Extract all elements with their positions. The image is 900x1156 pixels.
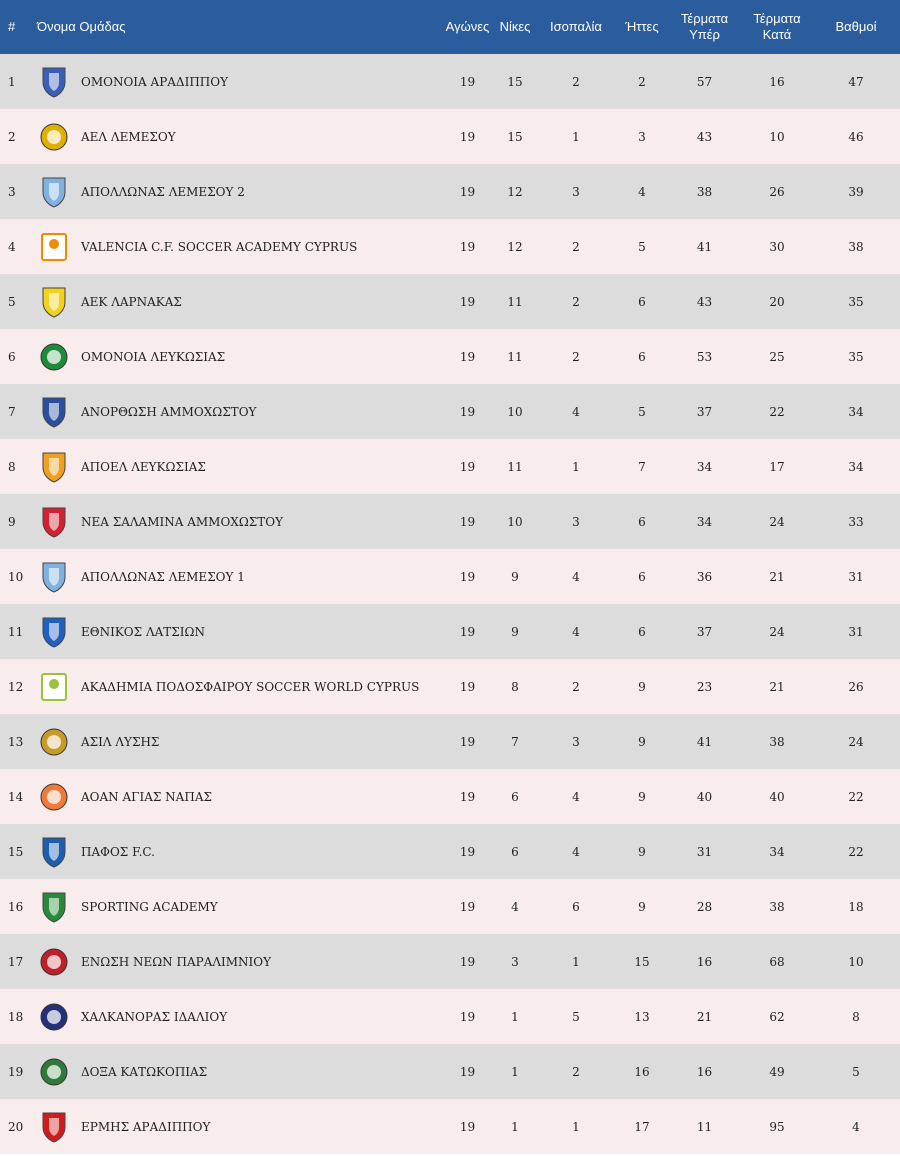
cell-team[interactable] <box>37 659 440 714</box>
shield-icon <box>39 505 69 539</box>
cell-draws: 1 <box>572 1119 580 1134</box>
team-name[interactable]: ΕΝΩΣΗ ΝΕΩΝ ΠΑΡΑΛΙΜΝΙΟΥ <box>81 954 272 969</box>
cell-played: 19 <box>459 954 476 969</box>
cell-played: 19 <box>459 74 476 89</box>
cell-played: 19 <box>459 294 476 309</box>
cell-goals-for: 43 <box>696 129 713 144</box>
cell-losses: 3 <box>638 129 646 144</box>
cell-goals-against: 20 <box>769 294 785 309</box>
cell-losses: 4 <box>638 184 646 199</box>
team-name[interactable]: ΟΜΟΝΟΙΑ ΑΡΑΔΙΠΠΟΥ <box>81 74 229 89</box>
cell-goals-for: 40 <box>696 789 713 804</box>
team-name[interactable]: VALENCIA C.F. SOCCER ACADEMY CYPRUS <box>81 239 358 254</box>
table-row[interactable] <box>0 934 900 989</box>
cell-played: 19 <box>459 569 476 584</box>
team-name[interactable]: ΑΠΟΛΛΩΝΑΣ ΛΕΜΕΣΟΥ 2 <box>81 184 245 199</box>
cell-goals-against: 38 <box>769 734 785 749</box>
team-cell-content <box>37 604 440 659</box>
cell-losses: 9 <box>638 844 646 859</box>
cell-team[interactable] <box>37 1044 440 1099</box>
square-badge-icon <box>39 230 69 264</box>
cell-goals-for: 41 <box>696 734 713 749</box>
header-played: Αγώνες <box>445 19 490 34</box>
team-name[interactable]: ΔΟΞΑ ΚΑΤΩΚΟΠΙΑΣ <box>81 1064 208 1079</box>
team-cell-content <box>37 989 440 1044</box>
header-team-name: Όνομα Ομάδας <box>37 19 126 34</box>
cell-losses: 6 <box>638 514 646 529</box>
cell-team[interactable] <box>37 549 440 604</box>
cell-points: 31 <box>848 569 864 584</box>
cell-points: 35 <box>848 349 864 364</box>
cell-played: 19 <box>459 734 476 749</box>
cell-wins: 11 <box>507 459 523 474</box>
cell-draws: 3 <box>572 514 580 529</box>
cell-team[interactable] <box>37 1099 440 1154</box>
table-row[interactable] <box>0 494 900 549</box>
shield-icon <box>39 615 69 649</box>
team-cell-content <box>37 54 440 109</box>
cell-wins: 4 <box>511 899 519 914</box>
table-row[interactable] <box>0 384 900 439</box>
cell-goals-against: 68 <box>769 954 785 969</box>
cell-team[interactable] <box>37 329 440 384</box>
cell-goals-for: 21 <box>696 1009 713 1024</box>
shield-icon <box>39 560 69 594</box>
cell-team[interactable] <box>37 274 440 329</box>
team-name[interactable]: ΧΑΛΚΑΝΟΡΑΣ ΙΔΑΛΙΟΥ <box>81 1009 228 1024</box>
cell-points: 22 <box>848 844 864 859</box>
shield-icon <box>39 835 69 869</box>
cell-position: 1 <box>8 74 16 89</box>
shield-icon <box>39 890 69 924</box>
header-goals-for-line2: Υπέρ <box>689 27 720 42</box>
table-row[interactable] <box>0 989 900 1044</box>
circle-badge-icon <box>39 945 69 979</box>
cell-points: 31 <box>848 624 864 639</box>
cell-losses: 17 <box>634 1119 650 1134</box>
circle-badge-icon <box>39 725 69 759</box>
table-header-row <box>0 0 900 54</box>
cell-points: 46 <box>848 129 864 144</box>
circle-badge-icon <box>39 1000 69 1034</box>
cell-goals-against: 22 <box>769 404 785 419</box>
team-cell-content <box>37 714 440 769</box>
shield-icon <box>39 175 69 209</box>
cell-points: 34 <box>848 459 864 474</box>
cell-points: 22 <box>848 789 864 804</box>
cell-wins: 8 <box>511 679 519 694</box>
cell-position: 7 <box>8 404 16 419</box>
cell-goals-for: 28 <box>696 899 713 914</box>
table-body <box>0 54 900 1154</box>
cell-position: 15 <box>8 844 24 859</box>
table-row[interactable] <box>0 1099 900 1154</box>
cell-position: 16 <box>8 899 24 914</box>
table-row[interactable] <box>0 329 900 384</box>
team-name[interactable]: ΑΚΑΔΗΜΙΑ ΠΟΔΟΣΦΑΙΡΟΥ SOCCER WORLD CYPRUS <box>81 679 420 694</box>
table-row[interactable] <box>0 164 900 219</box>
cell-goals-against: 34 <box>769 844 785 859</box>
cell-played: 19 <box>459 679 476 694</box>
cell-losses: 9 <box>638 734 646 749</box>
cell-points: 24 <box>848 734 864 749</box>
cell-draws: 4 <box>572 844 580 859</box>
team-cell-content <box>37 439 440 494</box>
shield-icon <box>39 395 69 429</box>
cell-wins: 3 <box>511 954 519 969</box>
cell-draws: 5 <box>572 1009 580 1024</box>
cell-points: 18 <box>848 899 864 914</box>
team-cell-content <box>37 659 440 714</box>
cell-wins: 15 <box>507 129 523 144</box>
cell-position: 4 <box>8 239 16 254</box>
cell-points: 10 <box>848 954 864 969</box>
cell-losses: 15 <box>634 954 650 969</box>
team-cell-content <box>37 1044 440 1099</box>
cell-team[interactable] <box>37 604 440 659</box>
cell-points: 26 <box>848 679 864 694</box>
team-cell-content <box>37 1099 440 1154</box>
cell-draws: 3 <box>572 734 580 749</box>
cell-goals-against: 40 <box>769 789 785 804</box>
circle-badge-icon <box>39 1055 69 1089</box>
cell-position: 8 <box>8 459 16 474</box>
cell-goals-for: 11 <box>696 1119 713 1134</box>
cell-wins: 9 <box>511 624 519 639</box>
cell-team[interactable] <box>37 494 440 549</box>
cell-position: 5 <box>8 294 16 309</box>
cell-points: 35 <box>848 294 864 309</box>
cell-played: 19 <box>459 1064 476 1079</box>
cell-points: 34 <box>848 404 864 419</box>
cell-goals-for: 16 <box>696 954 713 969</box>
cell-points: 33 <box>848 514 864 529</box>
cell-draws: 2 <box>572 349 580 364</box>
cell-position: 18 <box>8 1009 24 1024</box>
cell-draws: 6 <box>572 899 580 914</box>
cell-points: 8 <box>852 1009 860 1024</box>
circle-badge-icon <box>39 120 69 154</box>
team-cell-content <box>37 384 440 439</box>
cell-wins: 1 <box>511 1064 519 1079</box>
header-losses: Ήττες <box>625 19 659 34</box>
shield-icon <box>39 450 69 484</box>
circle-badge-icon <box>39 780 69 814</box>
team-name[interactable]: ΕΘΝΙΚΟΣ ΛΑΤΣΙΩΝ <box>81 624 205 639</box>
cell-team[interactable] <box>37 439 440 494</box>
cell-goals-against: 95 <box>769 1119 785 1134</box>
cell-goals-against: 30 <box>769 239 785 254</box>
cell-draws: 1 <box>572 459 580 474</box>
cell-played: 19 <box>459 129 476 144</box>
cell-losses: 13 <box>634 1009 650 1024</box>
team-name[interactable]: ΝΕΑ ΣΑΛΑΜΙΝΑ ΑΜΜΟΧΩΣΤΟΥ <box>81 514 284 529</box>
cell-goals-for: 23 <box>696 679 713 694</box>
team-cell-content <box>37 329 440 384</box>
table-row[interactable] <box>0 549 900 604</box>
cell-points: 39 <box>848 184 864 199</box>
cell-losses: 9 <box>638 899 646 914</box>
cell-wins: 7 <box>511 734 519 749</box>
cell-position: 17 <box>8 954 24 969</box>
cell-goals-for: 37 <box>696 404 713 419</box>
cell-losses: 6 <box>638 569 646 584</box>
cell-position: 3 <box>8 184 16 199</box>
table-row[interactable] <box>0 604 900 659</box>
cell-wins: 11 <box>507 294 523 309</box>
cell-losses: 9 <box>638 679 646 694</box>
cell-played: 19 <box>459 789 476 804</box>
cell-goals-against: 62 <box>769 1009 785 1024</box>
table-row[interactable] <box>0 274 900 329</box>
table-row[interactable] <box>0 659 900 714</box>
cell-position: 14 <box>8 789 24 804</box>
cell-losses: 6 <box>638 349 646 364</box>
table-row[interactable] <box>0 54 900 109</box>
table-row[interactable] <box>0 769 900 824</box>
team-name[interactable]: ΑΟΑΝ ΑΓΙΑΣ ΝΑΠΑΣ <box>81 789 212 804</box>
cell-points: 5 <box>852 1064 860 1079</box>
cell-position: 19 <box>8 1064 24 1079</box>
header-goals-against-line2: Κατά <box>762 27 792 42</box>
cell-goals-against: 26 <box>769 184 785 199</box>
shield-icon <box>39 285 69 319</box>
cell-goals-against: 49 <box>769 1064 785 1079</box>
cell-goals-against: 25 <box>769 349 785 364</box>
cell-wins: 1 <box>511 1009 519 1024</box>
cell-played: 19 <box>459 459 476 474</box>
team-cell-content <box>37 769 440 824</box>
cell-goals-for: 43 <box>696 294 713 309</box>
cell-wins: 9 <box>511 569 519 584</box>
cell-played: 19 <box>459 514 476 529</box>
shield-icon <box>39 65 69 99</box>
cell-played: 19 <box>459 1009 476 1024</box>
team-name[interactable]: ΠΑΦΟΣ F.C. <box>81 844 155 859</box>
cell-goals-against: 21 <box>769 569 785 584</box>
table-row[interactable] <box>0 109 900 164</box>
cell-wins: 6 <box>511 789 519 804</box>
cell-position: 20 <box>8 1119 24 1134</box>
cell-goals-for: 53 <box>696 349 713 364</box>
header-goals-for-line1: Τέρματα <box>680 11 729 26</box>
cell-goals-against: 16 <box>769 74 785 89</box>
team-name[interactable]: ΑΕΛ ΛΕΜΕΣΟΥ <box>81 129 176 144</box>
cell-goals-for: 34 <box>696 514 713 529</box>
table-row[interactable] <box>0 219 900 274</box>
cell-wins: 10 <box>507 404 523 419</box>
cell-draws: 2 <box>572 1064 580 1079</box>
table-row[interactable] <box>0 439 900 494</box>
cell-losses: 9 <box>638 789 646 804</box>
team-name[interactable]: ΕΡΜΗΣ ΑΡΑΔΙΠΠΟΥ <box>81 1119 211 1134</box>
cell-position: 6 <box>8 349 16 364</box>
cell-wins: 10 <box>507 514 523 529</box>
cell-goals-against: 24 <box>769 514 785 529</box>
team-name[interactable]: ΑΠΟΕΛ ΛΕΥΚΩΣΙΑΣ <box>81 459 206 474</box>
cell-played: 19 <box>459 624 476 639</box>
cell-played: 19 <box>459 844 476 859</box>
cell-draws: 2 <box>572 294 580 309</box>
cell-wins: 15 <box>507 74 523 89</box>
cell-played: 19 <box>459 1119 476 1134</box>
header-draws: Ισοπαλία <box>550 19 602 34</box>
cell-losses: 2 <box>638 74 646 89</box>
cell-goals-for: 38 <box>696 184 713 199</box>
header-goals-against-line1: Τέρματα <box>753 11 801 26</box>
cell-wins: 12 <box>507 239 523 254</box>
cell-goals-for: 57 <box>696 74 713 89</box>
header-goals-against <box>742 0 812 54</box>
cell-goals-against: 17 <box>769 459 785 474</box>
cell-team[interactable] <box>37 769 440 824</box>
cell-draws: 2 <box>572 239 580 254</box>
cell-goals-against: 21 <box>769 679 785 694</box>
cell-position: 2 <box>8 129 16 144</box>
team-cell-content <box>37 219 440 274</box>
header-position: # <box>8 19 16 34</box>
cell-goals-for: 37 <box>696 624 713 639</box>
team-name[interactable]: ΑΣΙΛ ΛΥΣΗΣ <box>81 734 160 749</box>
cell-team[interactable] <box>37 54 440 109</box>
cell-team[interactable] <box>37 109 440 164</box>
team-cell-content <box>37 934 440 989</box>
cell-goals-against: 10 <box>769 129 785 144</box>
cell-goals-against: 24 <box>769 624 785 639</box>
cell-team[interactable] <box>37 164 440 219</box>
cell-position: 13 <box>8 734 24 749</box>
cell-points: 47 <box>848 74 864 89</box>
cell-goals-for: 41 <box>696 239 713 254</box>
cell-played: 19 <box>459 404 476 419</box>
team-name[interactable]: ΑΠΟΛΛΩΝΑΣ ΛΕΜΕΣΟΥ 1 <box>81 569 245 584</box>
cell-team[interactable] <box>37 824 440 879</box>
cell-losses: 7 <box>638 459 646 474</box>
cell-draws: 4 <box>572 624 580 639</box>
team-cell-content <box>37 164 440 219</box>
cell-goals-for: 31 <box>696 844 713 859</box>
cell-goals-for: 16 <box>696 1064 713 1079</box>
cell-draws: 2 <box>572 679 580 694</box>
cell-losses: 16 <box>634 1064 650 1079</box>
team-name[interactable]: ΑΝΟΡΘΩΣΗ ΑΜΜΟΧΩΣΤΟΥ <box>81 404 257 419</box>
cell-draws: 1 <box>572 129 580 144</box>
table-row[interactable] <box>0 714 900 769</box>
header-goals-for <box>667 0 742 54</box>
cell-played: 19 <box>459 899 476 914</box>
header-points: Βαθμοί <box>835 19 877 34</box>
table-row[interactable] <box>0 1044 900 1099</box>
cell-wins: 12 <box>507 184 523 199</box>
cell-played: 19 <box>459 239 476 254</box>
cell-team[interactable] <box>37 934 440 989</box>
cell-goals-for: 36 <box>696 569 713 584</box>
team-cell-content <box>37 879 440 934</box>
cell-team[interactable] <box>37 219 440 274</box>
cell-points: 38 <box>848 239 864 254</box>
cell-losses: 6 <box>638 624 646 639</box>
cell-losses: 5 <box>638 404 646 419</box>
cell-position: 11 <box>8 624 24 639</box>
header-wins: Νίκες <box>499 19 531 34</box>
team-name[interactable]: ΑΕΚ ΛΑΡΝΑΚΑΣ <box>81 294 182 309</box>
cell-team[interactable] <box>37 989 440 1044</box>
table-row[interactable] <box>0 879 900 934</box>
cell-draws: 2 <box>572 74 580 89</box>
team-name[interactable]: ΟΜΟΝΟΙΑ ΛΕΥΚΩΣΙΑΣ <box>81 349 226 364</box>
cell-team[interactable] <box>37 714 440 769</box>
team-cell-content <box>37 549 440 604</box>
cell-draws: 4 <box>572 569 580 584</box>
cell-draws: 4 <box>572 404 580 419</box>
cell-position: 9 <box>8 514 16 529</box>
cell-played: 19 <box>459 184 476 199</box>
cell-losses: 5 <box>638 239 646 254</box>
cell-wins: 11 <box>507 349 523 364</box>
cell-goals-against: 38 <box>769 899 785 914</box>
team-cell-content <box>37 824 440 879</box>
team-cell-content <box>37 109 440 164</box>
team-cell-content <box>37 494 440 549</box>
cell-position: 12 <box>8 679 24 694</box>
cell-wins: 6 <box>511 844 519 859</box>
cell-position: 10 <box>8 569 24 584</box>
cell-draws: 3 <box>572 184 580 199</box>
cell-goals-for: 34 <box>696 459 713 474</box>
table-row[interactable] <box>0 824 900 879</box>
cell-wins: 1 <box>511 1119 519 1134</box>
shield-icon <box>39 1110 69 1144</box>
cell-team[interactable] <box>37 384 440 439</box>
circle-badge-icon <box>39 340 69 374</box>
cell-played: 19 <box>459 349 476 364</box>
cell-team[interactable] <box>37 879 440 934</box>
cell-draws: 1 <box>572 954 580 969</box>
cell-draws: 4 <box>572 789 580 804</box>
square-badge-icon <box>39 670 69 704</box>
cell-losses: 6 <box>638 294 646 309</box>
team-cell-content <box>37 274 440 329</box>
cell-points: 4 <box>852 1119 860 1134</box>
team-name[interactable]: SPORTING ACADEMY <box>81 899 218 914</box>
